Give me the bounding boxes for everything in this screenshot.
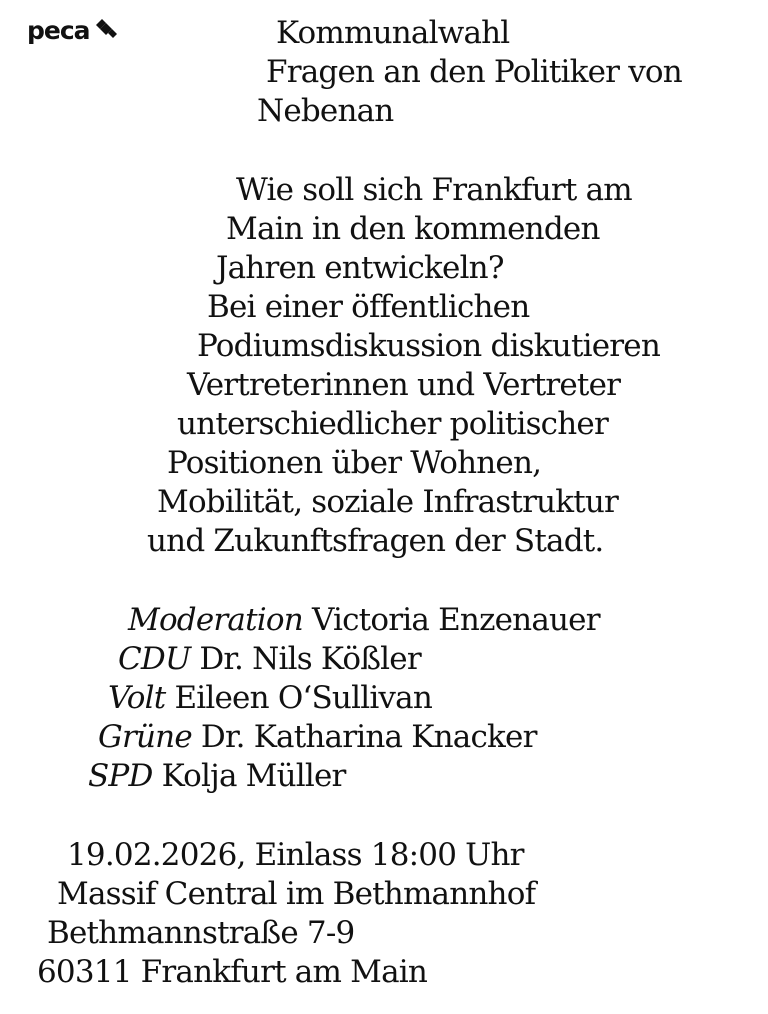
participant-moderation xyxy=(128,602,600,638)
intro-line-5: Podiumsdiskussion diskutieren xyxy=(197,328,660,364)
participant-gruene xyxy=(98,719,537,755)
event-venue: Massif Central im Bethmannhof xyxy=(57,876,536,912)
event-date-time: 19.02.2026, Einlass 18:00 Uhr xyxy=(67,837,524,873)
participant-role: CDU xyxy=(118,641,191,677)
participant-name: Victoria Enzenauer xyxy=(311,602,600,638)
peca-logo-mark-icon xyxy=(93,17,119,39)
participant-name: Dr. Nils Kößler xyxy=(199,641,421,677)
brand-logo xyxy=(27,18,119,43)
participant-cdu xyxy=(118,641,421,677)
participant-name: Dr. Katharina Knacker xyxy=(200,719,537,755)
event-city: 60311 Frankfurt am Main xyxy=(37,954,428,990)
event-street: Bethmannstraße 7-9 xyxy=(47,915,355,951)
subtitle-line-2: Nebenan xyxy=(257,93,394,129)
participant-role: Grüne xyxy=(98,719,192,755)
participant-role: SPD xyxy=(88,758,153,794)
intro-line-7: unterschiedlicher politischer xyxy=(177,406,608,442)
intro-line-1: Wie soll sich Frankfurt am xyxy=(236,172,632,208)
intro-line-6: Vertreterinnen und Vertreter xyxy=(187,367,621,403)
page-title: Kommunalwahl xyxy=(276,15,510,51)
participant-volt xyxy=(108,680,432,716)
participant-spd xyxy=(88,758,346,794)
intro-line-3: Jahren entwickeln? xyxy=(216,250,504,286)
participant-name: Kolja Müller xyxy=(161,758,346,794)
participant-role: Volt xyxy=(108,680,166,716)
participant-role: Moderation xyxy=(128,602,303,638)
intro-line-9: Mobilität, soziale Infrastruktur xyxy=(157,484,619,520)
intro-line-10: und Zukunftsfragen der Stadt. xyxy=(147,523,604,559)
subtitle-line-1: Fragen an den Politiker von xyxy=(266,54,682,90)
intro-line-4: Bei einer öffentlichen xyxy=(207,289,530,325)
intro-line-2: Main in den kommenden xyxy=(226,211,600,247)
brand-wordmark: peca xyxy=(27,16,90,45)
intro-line-8: Positionen über Wohnen, xyxy=(167,445,542,481)
participant-name: Eileen O‘Sullivan xyxy=(174,680,432,716)
